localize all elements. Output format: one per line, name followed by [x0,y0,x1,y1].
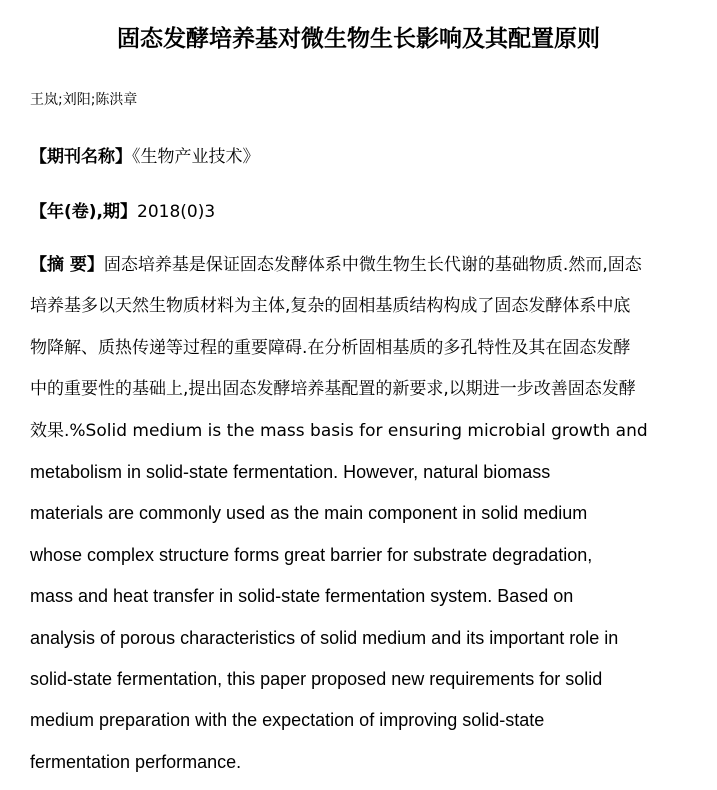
abstract-line: 物降解、质热传递等过程的重要障碍.在分析固相基质的多孔特性及其在固态发酵 [30,337,631,358]
abstract-line: analysis of porous characteristics of solid medium and its important role in [30,627,619,648]
journal-label: 【期刊名称】 [30,147,132,167]
issue-field [30,197,215,222]
abstract-line: mass and heat transfer in solid-state fermentation system. Based on [30,586,574,607]
document-title: 固态发酵培养基对微生物生长影响及其配置原则 [117,26,600,52]
abstract-line: fermentation performance. [30,751,242,772]
abstract-line: solid-state fermentation, this paper proposed new requirements for solid [30,668,603,689]
abstract-line: whose complex structure forms great barrier for substrate degradation, [30,544,593,565]
journal-name: 《生物产业技术》 [132,147,260,167]
abstract-line: medium preparation with the expectation of improving solid-state [30,710,545,731]
abstract-line [30,252,710,293]
issue-label: 【年(卷),期】 [30,202,137,222]
abstract-line: 中的重要性的基础上,提出固态发酵培养基配置的新要求,以期进一步改善固态发酵 [30,379,636,400]
abstract-line: 培养基多以天然生物质材料为主体,复杂的固相基质结构构成了固态发酵体系中底 [30,296,631,317]
abstract-text: 固态培养基是保证固态发酵体系中微生物生长代谢的基础物质.然而,固态 [103,255,642,275]
issue-value: 2018(0)3 [137,202,216,222]
abstract [30,252,710,790]
abstract-line: 效果.%Solid medium is the mass basis for ensuring microbial growth and [30,420,648,441]
authors: 王岚;刘阳;陈洪章 [30,92,138,108]
abstract-line: materials are commonly used as the main component in solid medium [30,503,588,524]
abstract-label: 【摘 要】 [30,255,104,275]
abstract-line: metabolism in solid-state fermentation. However, natural biomass [30,461,551,482]
journal-field [30,142,260,167]
